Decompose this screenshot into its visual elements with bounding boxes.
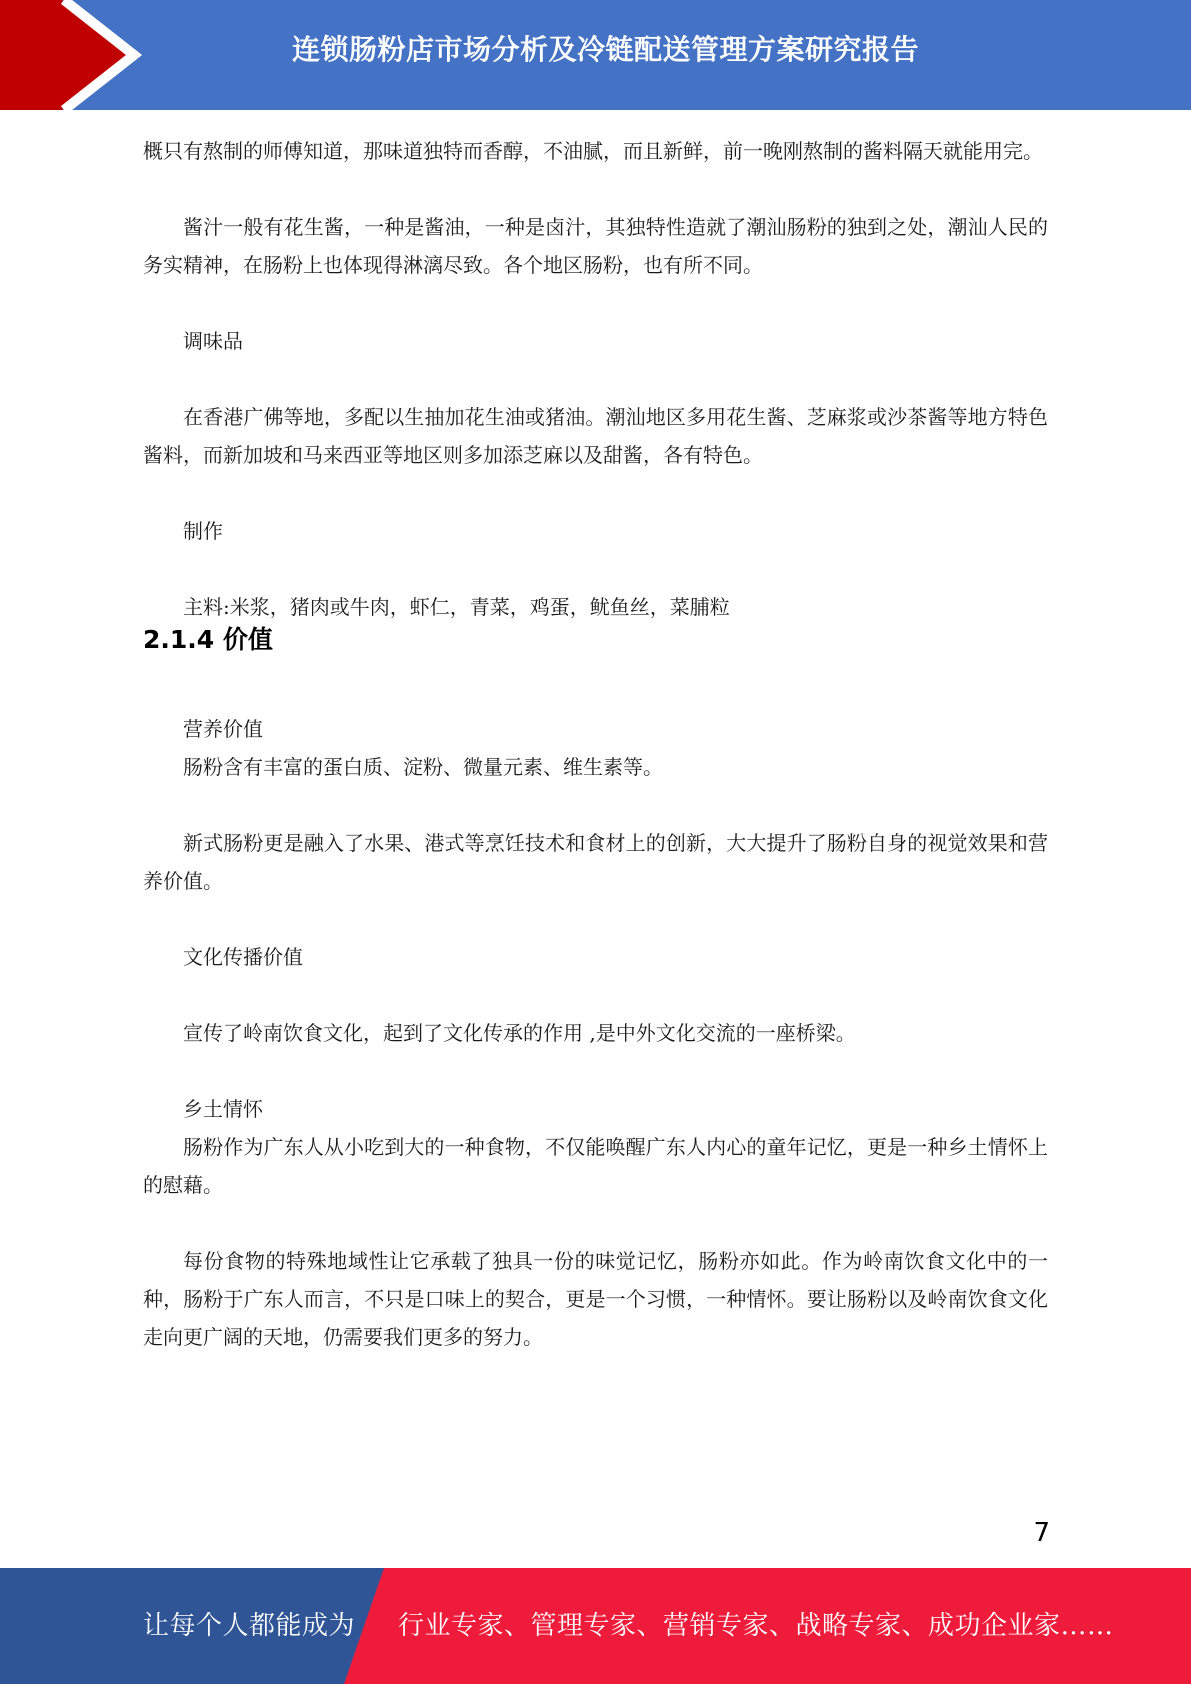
page-header xyxy=(0,0,1191,110)
subheading-hometown-feeling: 乡土情怀 xyxy=(183,1097,263,1121)
paragraph-nutrition: 肠粉含有丰富的蛋白质、淀粉、微量元素、维生素等。 xyxy=(183,755,663,779)
page-content xyxy=(143,132,1048,1356)
paragraph-culture: 宣传了岭南饮食文化，起到了文化传承的作用 ,是中外文化交流的一座桥梁。 xyxy=(183,1021,856,1045)
paragraph-new-style: 新式肠粉更是融入了水果、港式等烹饪技术和食材上的创新，大大提升了肠粉自身的视觉效果和营养价值。 xyxy=(143,831,1048,893)
document-title: 连锁肠粉店市场分析及冷链配送管理方案研究报告 xyxy=(291,33,919,66)
paragraph-regional-memory: 每份食物的特殊地域性让它承载了独具一份的味觉记忆，肠粉亦如此。作为岭南饮食文化中的一种，肠粉于广东人而言，不只是口味上的契合，更是一个习惯，一种情怀。要让肠粉以及岭南饮食文化走向更广阔的天地，仍需要我们更多的努力。 xyxy=(143,1249,1048,1349)
paragraph-main-ingredients: 主料:米浆，猪肉或牛肉，虾仁，青菜，鸡蛋，鱿鱼丝，菜脯粒 xyxy=(183,595,730,619)
footer-slogan-left: 让每个人都能成为 xyxy=(143,1611,356,1641)
header-arrow-decoration xyxy=(0,0,160,110)
section-heading-value: 2.1.4 价值 xyxy=(143,625,273,654)
subheading-preparation: 制作 xyxy=(183,519,223,543)
footer-slogan-right: 行业专家、管理专家、营销专家、战略专家、成功企业家…… xyxy=(398,1611,1114,1641)
subheading-condiments: 调味品 xyxy=(183,329,243,353)
page-number: 7 xyxy=(1033,1518,1050,1548)
subheading-nutritional-value: 营养价值 xyxy=(183,717,263,741)
paragraph-sauce-continuation: 概只有熬制的师傅知道，那味道独特而香醇，不油腻，而且新鲜，前一晚刚熬制的酱料隔天就能用完。 xyxy=(143,139,1043,163)
paragraph-hometown: 肠粉作为广东人从小吃到大的一种食物，不仅能唤醒广东人内心的童年记忆，更是一种乡土情怀上的慰藉。 xyxy=(143,1135,1048,1197)
paragraph-regional-condiments: 在香港广佛等地，多配以生抽加花生油或猪油。潮汕地区多用花生酱、芝麻浆或沙茶酱等地方特色酱料，而新加坡和马来西亚等地区则多加添芝麻以及甜酱，各有特色。 xyxy=(143,405,1048,467)
paragraph-sauce-types: 酱汁一般有花生酱，一种是酱油，一种是卤汁，其独特性造就了潮汕肠粉的独到之处，潮汕人民的务实精神，在肠粉上也体现得淋漓尽致。各个地区肠粉，也有所不同。 xyxy=(143,215,1048,277)
page-footer xyxy=(0,1568,1191,1684)
subheading-cultural-value: 文化传播价值 xyxy=(183,945,303,969)
